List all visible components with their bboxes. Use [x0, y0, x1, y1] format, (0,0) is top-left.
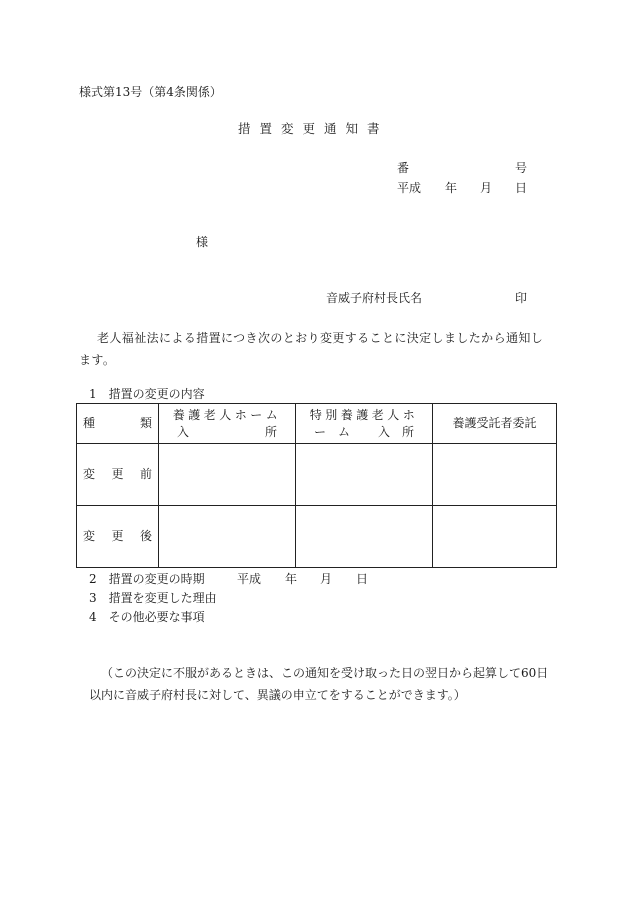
table-row [77, 444, 557, 506]
body-paragraph: 老人福祉法による措置につき次のとおり変更することに決定しましたから通知します。 [79, 331, 544, 367]
column-special-nursing-home-line1: 特別養護老人ホ [309, 407, 419, 422]
column-nursing-home-line1: 養護老人ホーム [172, 407, 282, 422]
section-2-date-year: 年 [285, 572, 298, 586]
type-header-char-1: 種 [83, 416, 96, 430]
section-4-heading: 4 その他必要な事項 [89, 610, 205, 624]
type-header-char-2: 類 [139, 416, 152, 430]
change-details-table [76, 403, 557, 568]
document-title: 措置変更通知書 [238, 121, 389, 136]
seal-mark: 印 [515, 291, 528, 305]
section-2-date-era: 平成 [237, 572, 262, 586]
cell-before-special-nursing-home [296, 444, 433, 506]
column-nursing-home-line2b: 所 [264, 424, 277, 439]
row-label-char: 更 [111, 467, 124, 481]
section-2-heading: 2 措置の変更の時期 [89, 572, 205, 586]
column-foster-care-label: 養護受託者委託 [452, 416, 537, 430]
cell-before-foster-care [433, 444, 557, 506]
table-header-row [77, 404, 557, 444]
row-label-char: 前 [139, 467, 152, 481]
number-suffix: 号 [515, 161, 528, 175]
addressee-honorific: 様 [196, 235, 209, 249]
cell-after-special-nursing-home [296, 506, 433, 568]
column-special-nursing-home-line2a: ーム [314, 424, 363, 439]
type-header-cell [77, 404, 159, 444]
date-month-label: 月 [480, 181, 493, 195]
date-era: 平成 [397, 181, 422, 195]
section-1-heading: 1 措置の変更の内容 [89, 387, 205, 401]
number-label: 番 [397, 161, 410, 175]
table-row [77, 506, 557, 568]
section-2-date-month: 月 [320, 572, 333, 586]
appeal-notice: （この決定に不服があるときは、この通知を受け取った日の翌日から起算して60日以内に音威子府村長に対して、異議の申立てをすることができます。） [89, 666, 549, 702]
column-special-nursing-home-line2b: 入 所 [377, 424, 414, 439]
row-label-after [77, 506, 159, 568]
cell-after-nursing-home [159, 506, 296, 568]
column-foster-care [433, 404, 557, 444]
row-label-char: 後 [139, 529, 152, 543]
row-label-char: 更 [111, 529, 124, 543]
section-2-date-day: 日 [356, 572, 369, 586]
row-label-before [77, 444, 159, 506]
column-nursing-home-line2a: 入 [177, 424, 190, 439]
row-label-char: 変 [83, 467, 96, 481]
cell-after-foster-care [433, 506, 557, 568]
date-year-label: 年 [445, 181, 458, 195]
column-nursing-home [159, 404, 296, 444]
cell-before-nursing-home [159, 444, 296, 506]
row-label-char: 変 [83, 529, 96, 543]
section-3-heading: 3 措置を変更した理由 [89, 591, 217, 605]
issuer-name-label: 音威子府村長氏名 [326, 291, 423, 305]
column-special-nursing-home [296, 404, 433, 444]
date-day-label: 日 [515, 181, 528, 195]
form-identifier: 様式第13号（第4条関係） [79, 85, 222, 99]
